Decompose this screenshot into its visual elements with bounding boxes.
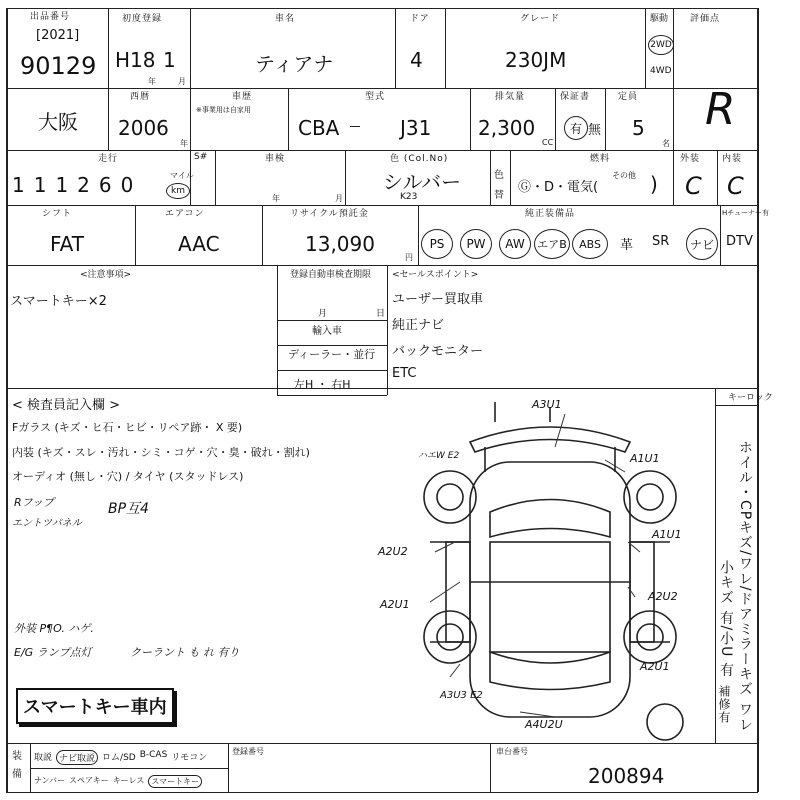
equip-abs: ABS — [572, 229, 608, 259]
item-manual: 取説 — [34, 753, 53, 763]
equip-leather: 革 — [620, 238, 634, 253]
year-unit: 年 — [148, 77, 156, 86]
drive-4wd: 4WD — [650, 66, 672, 76]
reg-number-label: 登録番号 — [232, 747, 264, 756]
item-navi-manual: ナビ取説 — [56, 750, 98, 765]
warranty-label: 保証書 — [560, 92, 591, 102]
equip-ps: PS — [421, 229, 453, 259]
mark-right-rear-door: A2U2 — [648, 590, 678, 603]
model-year-unit: 年 — [180, 139, 188, 148]
drive-2wd: 2WD — [648, 35, 674, 55]
first-reg-label: 初度登録 — [122, 14, 163, 24]
item-smart-key: スマートキー — [148, 775, 202, 788]
item-number: ナンバー — [34, 776, 66, 785]
km-unit: km — [166, 183, 190, 199]
color-code: K23 — [400, 192, 418, 202]
capacity: 5 — [632, 116, 645, 140]
sales-point-2: 純正ナビ — [392, 318, 445, 333]
equip-navi: ナビ — [686, 228, 718, 260]
mile-unit: マイル — [170, 171, 194, 180]
caution-label: <注意事項> — [80, 270, 132, 280]
model-year: 2006 — [118, 116, 169, 140]
inspector-title: < 検査員記入欄 > — [12, 398, 121, 413]
mark-right-door: A1U1 — [652, 528, 682, 541]
mark-left-rear: A3U3 E2 — [440, 690, 483, 701]
shift-value: FAT — [50, 232, 85, 256]
handwritten-note-2a: 外装 P¶O. ハゲ. — [14, 622, 94, 635]
model-year-label: 西暦 — [130, 92, 151, 102]
fuel-other: その他 — [612, 171, 636, 180]
first-reg-era: H18 — [115, 48, 156, 72]
import-label: 輸入車 — [312, 326, 342, 337]
mark-front: A3U1 — [532, 398, 562, 411]
handwritten-note-2b: E/G ランプ点灯 — [14, 646, 92, 659]
smart-key-stamp: スマートキー車内 — [16, 688, 174, 724]
tuner-label: Hチューナー有 — [722, 209, 770, 217]
mileage-value: 111260 — [12, 173, 143, 197]
inspection-year-unit: 年 — [272, 194, 280, 203]
dealer-option: ディーラー・並行 — [288, 348, 376, 361]
grade-value: 230JM — [505, 48, 567, 72]
displacement-label: 排気量 — [495, 92, 526, 102]
displacement: 2,300 — [478, 116, 536, 140]
grade-label: グレード — [520, 14, 561, 24]
item-spare-key: スペアキー — [69, 776, 109, 785]
steering-option: 左H ・ 右H — [294, 378, 351, 391]
shift-label: シフト — [42, 209, 73, 219]
warranty-no: 無 — [588, 123, 602, 138]
sales-point-1: ユーザー買取車 — [392, 292, 484, 307]
equip-sunroof: SR — [652, 234, 670, 249]
mark-front-right: A1U1 — [630, 452, 660, 465]
capacity-unit: 名 — [662, 139, 670, 148]
exterior-label: 外装 — [680, 154, 701, 164]
mark-left-rear-door: A2U1 — [380, 598, 410, 611]
year-box: [2021] — [36, 28, 80, 43]
handwritten-note-2c: クーラント も れ 有り — [130, 646, 240, 659]
lot-number: 90129 — [20, 52, 97, 80]
interior-line: 内装 (キズ・スレ・汚れ・シミ・コゲ・穴・臭・破れ・割れ) — [12, 446, 310, 459]
s-label: S# — [194, 152, 208, 162]
equip-aw: AW — [499, 229, 531, 259]
equip-dtv: DTV — [726, 234, 753, 249]
keylock-label: キーロック — [728, 393, 773, 403]
mark-left-front-door: A2U2 — [378, 545, 408, 558]
sales-point-3: バックモニター — [392, 344, 484, 359]
mark-hidden — [642, 654, 645, 655]
first-reg-month: 1 — [163, 48, 176, 72]
car-name-label: 車名 — [275, 14, 296, 24]
reg-month: 月 — [318, 309, 328, 319]
audio-line: オーディオ (無し・穴) / タイヤ (スタッドレス) — [12, 470, 244, 483]
mark-right-rear: A2U1 — [640, 660, 670, 673]
item-keyless: キーレス — [112, 776, 145, 785]
windshield-line: Fガラス (キズ・ヒ石・ヒビ・リペア跡・ X 要) — [12, 421, 243, 434]
month-unit: 月 — [178, 77, 186, 86]
fuel-close: ) — [650, 172, 658, 196]
equipment-label: 純正装備品 — [525, 209, 576, 219]
color-change-2: 替 — [494, 190, 504, 201]
score-label: 評価点 — [690, 14, 721, 24]
car-history-note: ※事業用は自家用 — [196, 106, 251, 114]
drive-label: 駆動 — [650, 14, 669, 24]
item-rom-sd: ロム/SD — [102, 753, 136, 763]
mark-rear-bumper: A4U2U — [525, 718, 563, 731]
item-remote: リモコン — [171, 753, 208, 763]
doors-value: 4 — [410, 48, 423, 72]
score-value: R — [705, 84, 736, 135]
handwritten-note-1c: BP互4 — [108, 501, 149, 517]
caution-text: スマートキー×2 — [10, 294, 107, 309]
color-change-1: 色 — [494, 170, 504, 181]
chassis-label: 車台番号 — [496, 747, 528, 756]
color-value: シルバー — [383, 170, 462, 194]
warranty-yes: 有 — [564, 116, 588, 140]
doors-label: ドア — [410, 14, 430, 24]
mileage-label: 走行 — [98, 154, 119, 164]
inspection-month-unit: 月 — [335, 194, 343, 203]
recycle-value: 13,090 — [305, 232, 375, 256]
footer-row-2 — [34, 775, 202, 788]
handwritten-note-1b: エントツパネル — [12, 518, 82, 529]
interior-label: 内装 — [722, 154, 743, 164]
side-text-3: 補修有 — [717, 685, 731, 724]
sales-point-4: ETC — [392, 366, 417, 381]
yen-unit: 円 — [405, 253, 413, 262]
chassis-number: 200894 — [588, 764, 665, 788]
exterior-grade: C — [685, 172, 702, 200]
fuel-label: 燃料 — [590, 154, 611, 164]
equip-airbag: エアB — [534, 229, 570, 259]
type-code: J31 — [400, 116, 432, 140]
car-name: ティアナ — [255, 52, 334, 76]
sales-label: <セールスポイント> — [392, 270, 479, 280]
side-text-2: 小キズ 有/小U 有 — [718, 560, 734, 678]
color-label: 色 (Col.No) — [390, 154, 449, 164]
item-bcas: B-CAS — [139, 750, 168, 760]
footer-label: 装 備 — [12, 751, 22, 780]
handwritten-note-1a: Rフップ — [14, 496, 54, 509]
ac-value: AAC — [178, 232, 220, 256]
side-text-1: ホイル・CPキズ/ワレ/ドアミラーキズ ワレ — [737, 440, 753, 733]
mark-front-left: ハエW E2 — [418, 451, 460, 461]
capacity-label: 定員 — [618, 92, 639, 102]
footer-row-1 — [34, 750, 207, 765]
car-history-label: 車歴 — [232, 92, 253, 102]
ac-label: エアコン — [165, 209, 205, 219]
type-label: 型式 — [365, 92, 386, 102]
recycle-label: リサイクル預託金 — [290, 209, 369, 219]
interior-grade: C — [727, 172, 744, 200]
car-damage-diagram — [360, 392, 715, 742]
equip-pw: PW — [460, 229, 492, 259]
reg-day: 日 — [376, 309, 386, 319]
region: 大阪 — [38, 110, 78, 134]
inspection-label: 車検 — [265, 154, 286, 164]
type-prefix: CBA — [298, 116, 340, 140]
fuel-options: Ⓖ・D・電気( — [518, 180, 599, 195]
cc-unit: CC — [542, 138, 554, 147]
lot-label: 出品番号 — [30, 12, 71, 22]
registration-label: 登録自動車検査期限 — [290, 270, 372, 280]
